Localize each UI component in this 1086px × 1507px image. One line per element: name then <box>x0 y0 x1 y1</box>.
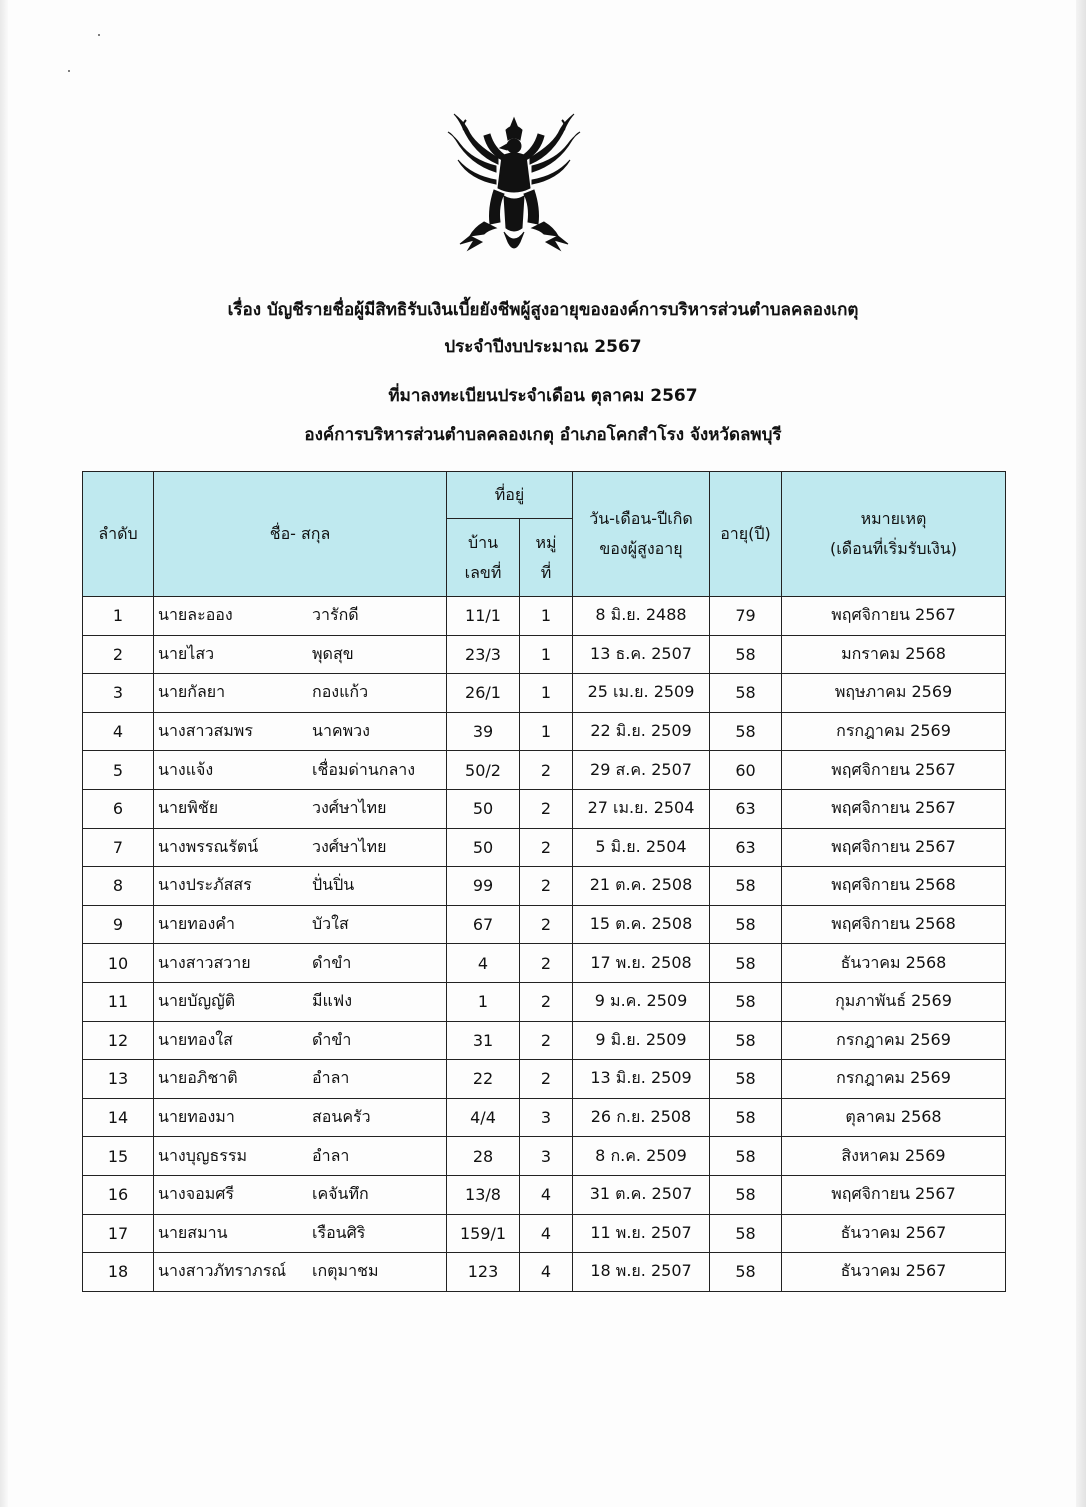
cell-house-no: 13/8 <box>447 1175 520 1214</box>
cell-last-name: นาคพวง <box>312 721 370 741</box>
cell-seq: 3 <box>83 674 154 713</box>
cell-first-name: นายพิชัย <box>158 798 219 818</box>
header-house-no-line2: เลขที่ <box>464 562 502 582</box>
header-remark-line2: (เดือนที่เริ่มรับเงิน) <box>829 539 957 558</box>
cell-first-name: นายอภิชาติ <box>158 1068 238 1088</box>
cell-age: 63 <box>710 828 782 867</box>
table-row <box>83 867 1006 906</box>
cell-name <box>154 828 447 867</box>
table-row <box>83 751 1006 790</box>
cell-name <box>154 1137 447 1176</box>
cell-first-name: นางแจ้ง <box>158 759 214 779</box>
cell-dob: 5 มิ.ย. 2504 <box>573 828 710 867</box>
cell-dob: 17 พ.ย. 2508 <box>573 944 710 983</box>
table-row <box>83 1060 1006 1099</box>
table-row <box>83 1175 1006 1214</box>
cell-moo: 4 <box>520 1214 573 1253</box>
cell-first-name: นายละออง <box>158 605 233 625</box>
table-row <box>83 597 1006 636</box>
cell-house-no: 26/1 <box>447 674 520 713</box>
cell-moo: 2 <box>520 751 573 790</box>
cell-remark: กุมภาพันธ์ 2569 <box>782 982 1006 1021</box>
document-title: เรื่อง บัญชีรายชื่อผู้มีสิทธิรับเงินเบี้ยยังชีพผู้สูงอายุขององค์การบริหารส่วนตำบลคลองเกตุ <box>227 300 859 320</box>
cell-seq: 8 <box>83 867 154 906</box>
cell-last-name: สอนครัว <box>312 1107 371 1127</box>
cell-remark: ธันวาคม 2568 <box>782 944 1006 983</box>
cell-moo: 2 <box>520 905 573 944</box>
cell-remark: กรกฎาคม 2569 <box>782 712 1006 751</box>
header-dob-line2: ของผู้สูงอายุ <box>599 539 683 558</box>
fiscal-year-line: ประจำปีงบประมาณ 2567 <box>444 337 642 357</box>
cell-last-name: ปั่นปิ่น <box>312 875 355 895</box>
cell-moo: 2 <box>520 982 573 1021</box>
table-row <box>83 789 1006 828</box>
header-remark-line1: หมายเหตุ <box>860 509 927 528</box>
cell-seq: 1 <box>83 597 154 636</box>
cell-name <box>154 751 447 790</box>
cell-age: 58 <box>710 867 782 906</box>
cell-seq: 17 <box>83 1214 154 1253</box>
header-address: ที่อยู่ <box>447 472 573 519</box>
cell-house-no: 39 <box>447 712 520 751</box>
cell-last-name: วารักดี <box>312 605 359 625</box>
cell-age: 58 <box>710 674 782 713</box>
cell-age: 58 <box>710 1060 782 1099</box>
cell-house-no: 1 <box>447 982 520 1021</box>
cell-dob: 15 ต.ค. 2508 <box>573 905 710 944</box>
cell-first-name: นายกัลยา <box>158 682 226 702</box>
garuda-emblem-icon <box>444 104 584 256</box>
cell-name <box>154 1214 447 1253</box>
cell-first-name: นางบุญธรรม <box>158 1145 248 1165</box>
cell-house-no: 159/1 <box>447 1214 520 1253</box>
cell-seq: 11 <box>83 982 154 1021</box>
cell-moo: 2 <box>520 944 573 983</box>
cell-remark: ตุลาคม 2568 <box>782 1098 1006 1137</box>
cell-first-name: นางสาวสมพร <box>158 721 253 741</box>
elderly-allowance-table <box>82 471 1006 1292</box>
cell-house-no: 23/3 <box>447 635 520 674</box>
cell-dob: 11 พ.ย. 2507 <box>573 1214 710 1253</box>
cell-last-name: กองแก้ว <box>312 682 369 702</box>
cell-name <box>154 1253 447 1292</box>
table-row <box>83 712 1006 751</box>
cell-seq: 7 <box>83 828 154 867</box>
cell-house-no: 67 <box>447 905 520 944</box>
cell-age: 58 <box>710 712 782 751</box>
cell-seq: 14 <box>83 1098 154 1137</box>
table-row <box>83 828 1006 867</box>
cell-dob: 21 ต.ค. 2508 <box>573 867 710 906</box>
cell-house-no: 11/1 <box>447 597 520 636</box>
cell-first-name: นางสาวสวาย <box>158 952 251 972</box>
table-row <box>83 1021 1006 1060</box>
header-house-no-line1: บ้าน <box>467 532 499 552</box>
header-name: ชื่อ- สกุล <box>154 472 447 597</box>
table-row <box>83 1253 1006 1292</box>
cell-first-name: นางสาวภัทราภรณ์ <box>158 1261 287 1281</box>
header-seq: ลำดับ <box>83 472 154 597</box>
cell-name <box>154 1175 447 1214</box>
cell-dob: 26 ก.ย. 2508 <box>573 1098 710 1137</box>
cell-remark: พฤศจิกายน 2567 <box>782 597 1006 636</box>
cell-house-no: 99 <box>447 867 520 906</box>
cell-age: 58 <box>710 1098 782 1137</box>
cell-last-name: บัวใส <box>312 914 349 934</box>
cell-remark: พฤษภาคม 2569 <box>782 674 1006 713</box>
cell-house-no: 50 <box>447 828 520 867</box>
page-edge-right <box>1076 0 1086 1507</box>
page-edge-left <box>0 0 8 1507</box>
cell-age: 58 <box>710 944 782 983</box>
cell-remark: พฤศจิกายน 2568 <box>782 867 1006 906</box>
cell-dob: 13 ธ.ค. 2507 <box>573 635 710 674</box>
cell-age: 79 <box>710 597 782 636</box>
header-dob-line1: วัน-เดือน-ปีเกิด <box>589 509 693 528</box>
cell-remark: สิงหาคม 2569 <box>782 1137 1006 1176</box>
organization-line: องค์การบริหารส่วนตำบลคลองเกตุ อำเภอโคกสำโรง จังหวัดลพบุรี <box>304 425 782 445</box>
cell-name <box>154 905 447 944</box>
cell-moo: 3 <box>520 1098 573 1137</box>
cell-moo: 1 <box>520 712 573 751</box>
cell-house-no: 4 <box>447 944 520 983</box>
cell-name <box>154 789 447 828</box>
cell-moo: 2 <box>520 1021 573 1060</box>
table-row <box>83 1214 1006 1253</box>
cell-dob: 9 ม.ค. 2509 <box>573 982 710 1021</box>
cell-seq: 10 <box>83 944 154 983</box>
cell-age: 58 <box>710 1021 782 1060</box>
cell-last-name: อำลา <box>312 1145 350 1165</box>
cell-seq: 13 <box>83 1060 154 1099</box>
cell-first-name: นายทองใส <box>158 1029 233 1049</box>
cell-moo: 1 <box>520 597 573 636</box>
cell-first-name: นางพรรณรัตน์ <box>158 836 259 856</box>
cell-first-name: นายทองคำ <box>158 914 235 934</box>
cell-house-no: 31 <box>447 1021 520 1060</box>
cell-last-name: เรือนศิริ <box>312 1222 366 1242</box>
cell-first-name: นายบัญญัติ <box>158 991 236 1011</box>
cell-age: 58 <box>710 1214 782 1253</box>
cell-last-name: เชื่อมด่านกลาง <box>312 759 416 779</box>
cell-remark: ธันวาคม 2567 <box>782 1214 1006 1253</box>
cell-last-name: พุดสุข <box>312 643 354 663</box>
header-dob <box>573 472 710 597</box>
table-row <box>83 1098 1006 1137</box>
cell-first-name: นายไสว <box>158 643 215 663</box>
cell-name <box>154 635 447 674</box>
cell-last-name: ดำขำ <box>312 952 352 972</box>
header-moo-line1: หมู่ <box>535 532 557 552</box>
cell-seq: 2 <box>83 635 154 674</box>
cell-name <box>154 944 447 983</box>
cell-age: 58 <box>710 635 782 674</box>
cell-name <box>154 982 447 1021</box>
cell-last-name: เกตุมาชม <box>312 1261 379 1281</box>
speck <box>98 34 100 36</box>
cell-first-name: นายสมาน <box>158 1222 228 1242</box>
cell-first-name: นางประภัสสร <box>158 875 252 895</box>
cell-remark: ธันวาคม 2567 <box>782 1253 1006 1292</box>
cell-age: 63 <box>710 789 782 828</box>
speck <box>68 70 70 72</box>
cell-dob: 13 มิ.ย. 2509 <box>573 1060 710 1099</box>
cell-remark: พฤศจิกายน 2567 <box>782 751 1006 790</box>
cell-last-name: อำลา <box>312 1068 350 1088</box>
cell-house-no: 50/2 <box>447 751 520 790</box>
cell-name <box>154 712 447 751</box>
cell-moo: 2 <box>520 1060 573 1099</box>
cell-last-name: มีแฟง <box>312 991 352 1011</box>
cell-seq: 4 <box>83 712 154 751</box>
cell-seq: 16 <box>83 1175 154 1214</box>
cell-last-name: ดำขำ <box>312 1029 352 1049</box>
cell-last-name: เคจันทึก <box>312 1184 369 1204</box>
cell-dob: 8 มิ.ย. 2488 <box>573 597 710 636</box>
header-age: อายุ(ปี) <box>710 472 782 597</box>
cell-remark: กรกฎาคม 2569 <box>782 1021 1006 1060</box>
cell-house-no: 50 <box>447 789 520 828</box>
cell-remark: พฤศจิกายน 2567 <box>782 789 1006 828</box>
cell-age: 60 <box>710 751 782 790</box>
cell-name <box>154 1060 447 1099</box>
cell-dob: 22 มิ.ย. 2509 <box>573 712 710 751</box>
cell-name <box>154 674 447 713</box>
header-moo <box>520 519 573 597</box>
cell-age: 58 <box>710 982 782 1021</box>
table-row <box>83 635 1006 674</box>
registration-month-line: ที่มาลงทะเบียนประจำเดือน ตุลาคม 2567 <box>388 386 698 406</box>
cell-seq: 5 <box>83 751 154 790</box>
cell-moo: 2 <box>520 789 573 828</box>
cell-age: 58 <box>710 1175 782 1214</box>
table-row <box>83 1137 1006 1176</box>
header-house-no <box>447 519 520 597</box>
cell-dob: 8 ก.ค. 2509 <box>573 1137 710 1176</box>
cell-moo: 4 <box>520 1253 573 1292</box>
cell-house-no: 22 <box>447 1060 520 1099</box>
cell-dob: 18 พ.ย. 2507 <box>573 1253 710 1292</box>
cell-dob: 31 ต.ค. 2507 <box>573 1175 710 1214</box>
cell-moo: 1 <box>520 674 573 713</box>
cell-moo: 3 <box>520 1137 573 1176</box>
cell-last-name: วงศ์ษาไทย <box>312 798 387 818</box>
table-body <box>83 597 1006 1292</box>
header-moo-line2: ที่ <box>540 562 552 582</box>
cell-dob: 29 ส.ค. 2507 <box>573 751 710 790</box>
cell-remark: พฤศจิกายน 2567 <box>782 828 1006 867</box>
cell-age: 58 <box>710 1137 782 1176</box>
cell-seq: 15 <box>83 1137 154 1176</box>
cell-moo: 4 <box>520 1175 573 1214</box>
cell-last-name: วงศ์ษาไทย <box>312 836 387 856</box>
table-row <box>83 944 1006 983</box>
table-row <box>83 674 1006 713</box>
cell-name <box>154 597 447 636</box>
cell-seq: 12 <box>83 1021 154 1060</box>
cell-seq: 9 <box>83 905 154 944</box>
cell-moo: 2 <box>520 867 573 906</box>
cell-first-name: นางจอมศรี <box>158 1184 235 1204</box>
header-remark <box>782 472 1006 597</box>
cell-moo: 1 <box>520 635 573 674</box>
table-row <box>83 982 1006 1021</box>
cell-house-no: 4/4 <box>447 1098 520 1137</box>
table-row <box>83 905 1006 944</box>
cell-moo: 2 <box>520 828 573 867</box>
cell-house-no: 28 <box>447 1137 520 1176</box>
cell-age: 58 <box>710 1253 782 1292</box>
cell-first-name: นายทองมา <box>158 1107 235 1127</box>
cell-remark: พฤศจิกายน 2568 <box>782 905 1006 944</box>
cell-dob: 25 เม.ย. 2509 <box>573 674 710 713</box>
cell-name <box>154 1098 447 1137</box>
cell-name <box>154 1021 447 1060</box>
cell-name <box>154 867 447 906</box>
cell-dob: 9 มิ.ย. 2509 <box>573 1021 710 1060</box>
cell-seq: 18 <box>83 1253 154 1292</box>
cell-dob: 27 เม.ย. 2504 <box>573 789 710 828</box>
cell-remark: มกราคม 2568 <box>782 635 1006 674</box>
cell-age: 58 <box>710 905 782 944</box>
cell-house-no: 123 <box>447 1253 520 1292</box>
cell-seq: 6 <box>83 789 154 828</box>
cell-remark: กรกฎาคม 2569 <box>782 1060 1006 1099</box>
cell-remark: พฤศจิกายน 2567 <box>782 1175 1006 1214</box>
